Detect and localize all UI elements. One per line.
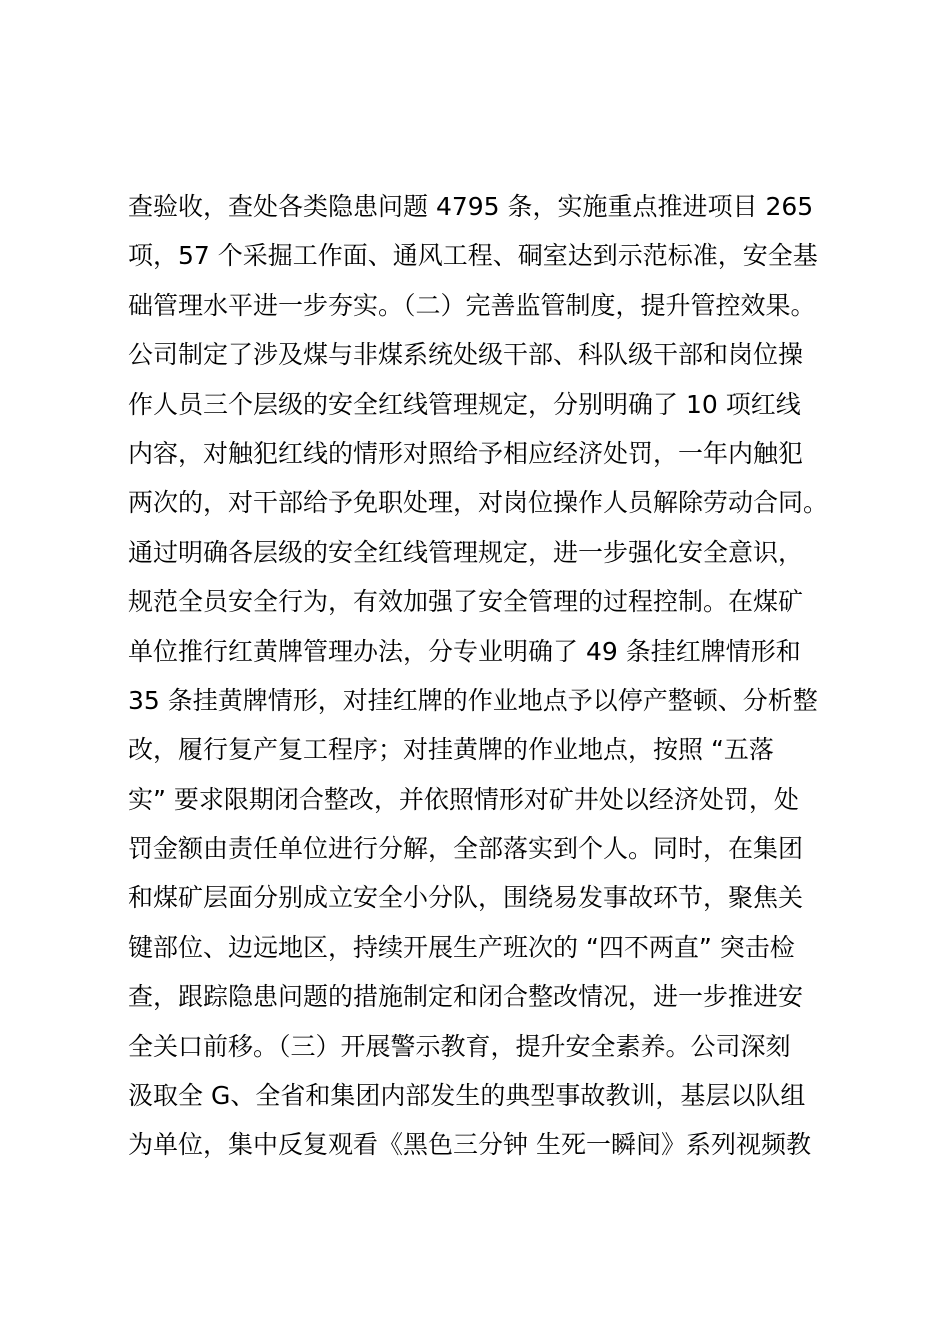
text-line: 罚金额由责任单位进行分解，全部落实到个人。同时，在集团 — [128, 834, 804, 864]
text-line: 查验收，查处各类隐患问题 4795 条，实施重点推进项目 265 — [128, 192, 814, 221]
text-line: 两次的，对干部给予免职处理，对岗位操作人员解除劳动合同。 — [128, 488, 829, 518]
text-line: 改，履行复产复工程序；对挂黄牌的作业地点，按照 “五落 — [128, 735, 774, 765]
text-line: 35 条挂黄牌情形，对挂红牌的作业地点予以停产整顿、分析整 — [128, 685, 818, 715]
text-line: 和煤矿层面分别成立安全小分队，围绕易发事故环节，聚焦关 — [128, 883, 804, 913]
text-line: 单位推行红黄牌管理办法，分专业明确了 49 条挂红牌情形和 — [128, 636, 801, 666]
text-line: 键部位、边远地区，持续开展生产班次的 “四不两直” 突击检 — [128, 932, 795, 962]
text-line: 查，跟踪隐患问题的措施制定和闭合整改情况，进一步推进安 — [128, 982, 804, 1012]
text-line: 内容，对触犯红线的情形对照给予相应经济处罚，一年内触犯 — [128, 438, 804, 468]
text-line: 作人员三个层级的安全红线管理规定，分别明确了 10 项红线 — [128, 389, 801, 419]
text-line: 础管理水平进一步夯实。（二）完善监管制度，提升管控效果。 — [128, 290, 816, 320]
text-line: 公司制定了涉及煤与非煤系统处级干部、科队级干部和岗位操 — [128, 340, 804, 370]
text-line: 实” 要求限期闭合整改，并依照情形对矿井处以经济处罚，处 — [128, 784, 799, 814]
text-line: 汲取全 G、全省和集团内部发生的典型事故教训，基层以队组 — [128, 1081, 806, 1111]
text-line: 项，57 个采掘工作面、通风工程、硐室达到示范标准，安全基 — [128, 241, 818, 271]
text-line: 通过明确各层级的安全红线管理规定，进一步强化安全意识， — [128, 537, 804, 567]
text-line: 全关口前移。（三）开展警示教育，提升安全素养。公司深刻 — [128, 1031, 791, 1061]
body-text — [128, 182, 848, 1170]
text-line: 规范全员安全行为，有效加强了安全管理的过程控制。在煤矿 — [128, 587, 804, 617]
text-line: 为单位，集中反复观看《黑色三分钟 生死一瞬间》系列视频教 — [128, 1130, 811, 1160]
